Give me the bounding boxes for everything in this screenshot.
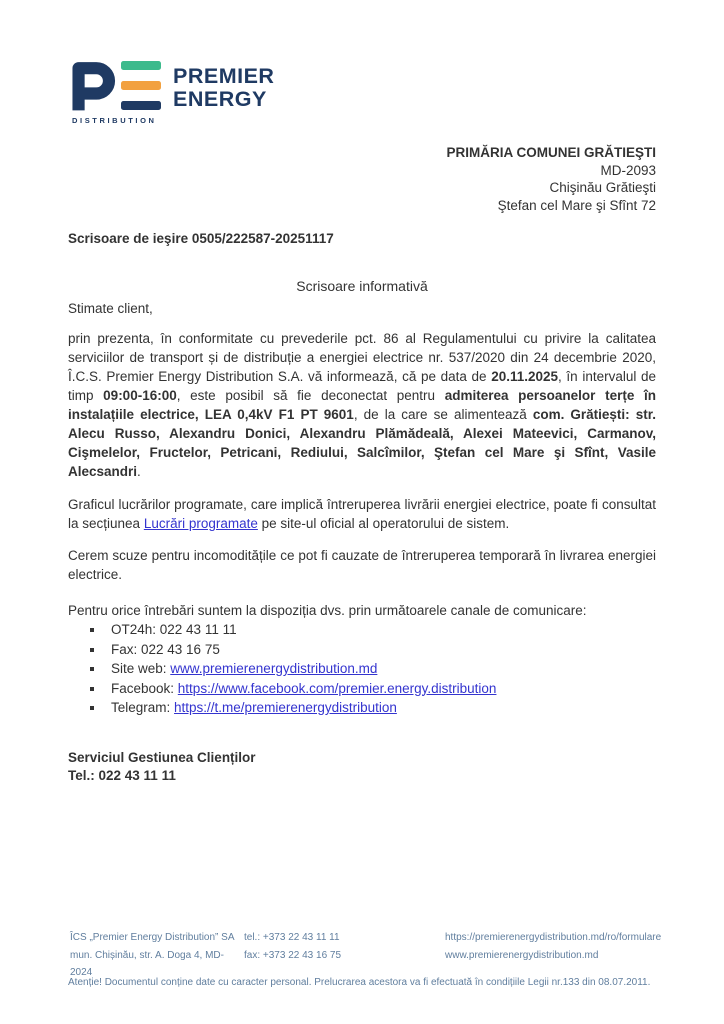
p1-seg4: , este posibil să fie deconectat pentru — [176, 388, 445, 403]
letter-title: Scrisoare informativă — [296, 278, 428, 294]
recipient-block — [446, 144, 656, 214]
bullet-icon — [90, 687, 94, 691]
company-logo — [72, 60, 274, 125]
footer-phone-column — [244, 929, 445, 982]
logo-pe-mark — [72, 60, 161, 112]
logo-bar-orange — [121, 81, 161, 90]
paragraph-schedule — [68, 495, 656, 533]
bullet-icon — [90, 706, 94, 710]
logo-distribution-label: DISTRIBUTION — [72, 116, 157, 125]
p1-affected-streets: com. Grătiești: str. Alecu Russo, Alexandru Donici, Alexandru Plămădeală, Alexei Mateevici, Carmanov, Cişmelelor, Fructelor, Petricani, Rediului, Salcîmilor, Ştefan cel Mare şi Sfînt, Vasile Alecsandri — [68, 407, 657, 479]
channel-fax: Fax: 022 43 16 75 — [111, 641, 220, 657]
footer-company-column — [70, 929, 244, 982]
channel-facebook — [111, 679, 496, 699]
p1-seg6: , de la care se alimentează — [353, 407, 533, 422]
letter-body — [68, 277, 656, 786]
footer-web-column — [445, 929, 684, 982]
channels-intro: Pentru orice întrebări suntem la dispoziția dvs. prin următoarele canale de comunicare: — [68, 603, 587, 618]
communication-channels-list — [68, 620, 656, 718]
website-link[interactable]: www.premierenergydistribution.md — [170, 661, 378, 676]
page-footer — [70, 929, 684, 982]
planned-works-link[interactable]: Lucrări programate — [143, 515, 258, 531]
signature-phone: Tel.: 022 43 11 11 — [68, 768, 176, 783]
channel-website — [111, 659, 377, 679]
p2-seg2: pe site-ul oficial al operatorului de sistem. — [257, 515, 510, 531]
list-item-fax — [90, 640, 656, 660]
logo-bar-green — [121, 61, 161, 70]
logo-e-bars-icon — [121, 60, 161, 110]
salutation: Stimate client, — [68, 301, 153, 316]
p1-date: 20.11.2025 — [491, 369, 559, 384]
channel-facebook-label: Facebook: — [111, 680, 178, 696]
facebook-link[interactable]: https://www.facebook.com/premier.energy.distribution — [177, 680, 497, 696]
signature-block — [68, 749, 656, 786]
p2-seg0: Graficul lucrărilor programate, care implică întreruperea livrării energiei electrice, poate fi consultat la secțiunea — [68, 496, 656, 531]
telegram-link[interactable]: https://t.me/premierenergydistribution — [174, 700, 397, 715]
list-item-website — [90, 659, 656, 679]
recipient-postal-code: MD-2093 — [600, 162, 656, 178]
p1-seg2: , în intervalul de timp — [68, 369, 656, 403]
p1-seg8: . — [137, 464, 141, 479]
footer-site-url[interactable]: www.premierenergydistribution.md — [445, 949, 599, 961]
logo-wordmark-line1: PREMIER — [173, 64, 275, 88]
recipient-city: Chişinău Grătieşti — [549, 180, 656, 195]
paragraph-apology: Cerem scuze pentru incomoditățile ce pot fi cauzate de întreruperea temporară în livrarea energiei electrice. — [68, 548, 656, 582]
logo-wordmark — [173, 65, 274, 110]
bullet-icon — [90, 628, 94, 632]
list-item-facebook — [90, 679, 656, 699]
p1-time-interval: 09:00-16:00 — [103, 388, 177, 403]
recipient-name: PRIMĂRIA COMUNEI GRĂTIEŞTI — [446, 145, 656, 160]
bullet-icon — [90, 667, 94, 671]
footer-company-name: ÎCS „Premier Energy Distribution” SA — [70, 932, 235, 943]
logo-bar-navy — [121, 101, 161, 110]
channel-website-label: Site web: — [111, 661, 171, 676]
list-item-ot24h — [90, 620, 656, 640]
outgoing-letter-reference: Scrisoare de ieşire 0505/222587-20251117 — [68, 231, 334, 246]
channel-ot24h: OT24h: 022 43 11 11 — [111, 622, 237, 637]
personal-data-notice: Atenție! Documentul conține date cu caracter personal. Prelucrarea acestora va fi efectuată în condițiile Legii nr.133 din 08.07.2011. — [68, 977, 651, 988]
bullet-icon — [90, 648, 94, 652]
p1-seg0: prin prezenta, în conformitate cu prevederile pct. 86 al Regulamentului cu privire la calitatea serviciilor de transport și de distribuție a energiei electrice nr. 537/2020 din 24 decembrie 2020, Î.C.S. Premier Energy Distribution S.A. vă informează, că pe data de — [68, 331, 656, 384]
list-item-telegram — [90, 698, 656, 718]
footer-forms-url[interactable]: https://premierenergydistribution.md/ro/formulare — [445, 932, 662, 943]
logo-p-icon — [72, 60, 116, 112]
footer-company-address: mun. Chișinău, str. A. Doga 4, MD-2024 — [70, 949, 224, 978]
signature-department: Serviciul Gestiunea Clienților — [68, 749, 256, 765]
channel-telegram-label: Telegram: — [111, 700, 175, 715]
recipient-street: Ştefan cel Mare şi Sfînt 72 — [497, 197, 656, 213]
footer-fax: fax: +373 22 43 16 75 — [244, 949, 342, 961]
p1-reason: admiterea persoanelor terțe în instalațiile electrice, LEA 0,4kV F1 PT 9601 — [68, 388, 657, 422]
paragraph-disconnection-notice — [68, 329, 656, 481]
logo-wordmark-line2: ENERGY — [173, 86, 267, 111]
footer-tel: tel.: +373 22 43 11 11 — [244, 932, 340, 943]
channel-telegram — [111, 698, 397, 718]
